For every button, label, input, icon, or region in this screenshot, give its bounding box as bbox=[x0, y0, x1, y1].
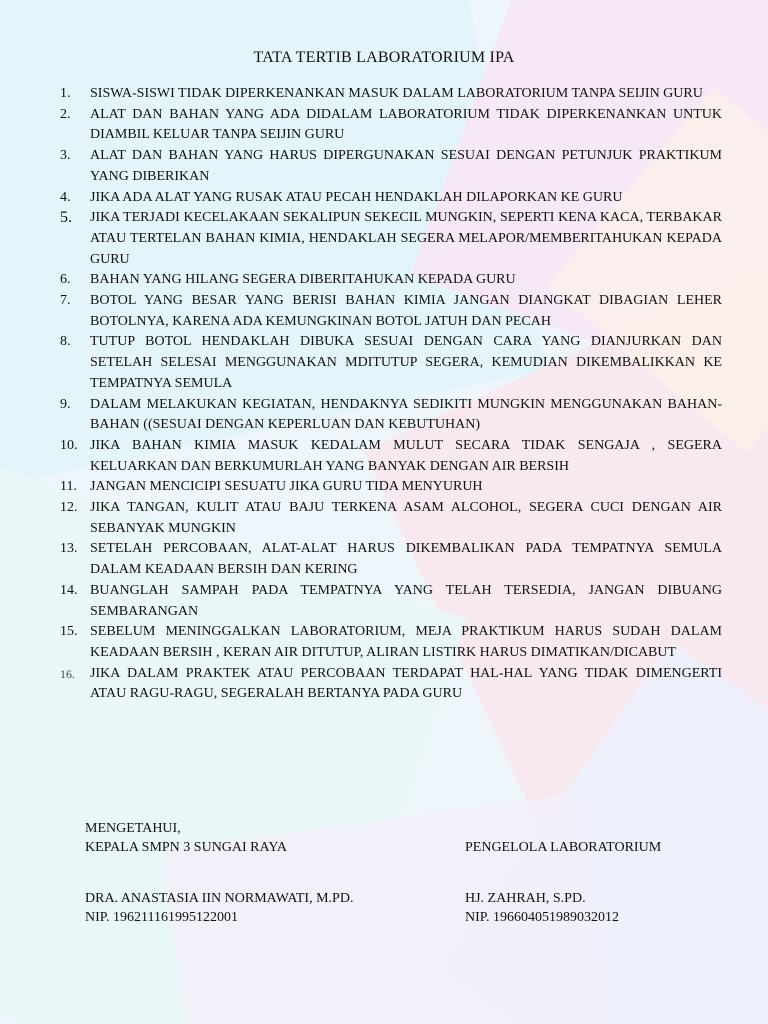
rule-text: SISWA-SISWI TIDAK DIPERKENANKAN MASUK DALAM LABORATORIUM TANPA SEIJIN GURU bbox=[90, 86, 703, 101]
acknowledged-label: MENGETAHUI, bbox=[85, 821, 181, 836]
rules-list bbox=[60, 84, 722, 705]
rule-text: JIKA TERJADI KECELAKAAN SEKALIPUN SEKECIL MUNGKIN, SEPERTI KENA KACA, TERBAKAR ATAU TERTELAN BAHAN KIMIA, HENDAKLAH SEGERA MELAPOR/MEMBERITAHUKAN KEPADA GURU bbox=[90, 210, 722, 267]
lab-manager-role: PENGELOLA LABORATORIUM bbox=[465, 840, 662, 855]
rule-item bbox=[60, 332, 722, 394]
rule-item bbox=[60, 622, 722, 663]
rule-text: SEBELUM MENINGGALKAN LABORATORIUM, MEJA PRAKTIKUM HARUS SUDAH DALAM KEADAAN BERSIH , KERAN AIR DITUTUP, ALIRAN LISTIRK HARUS DIMATIKAN/DICABUT bbox=[90, 624, 722, 660]
rule-number: 1. bbox=[60, 86, 71, 101]
rule-number: 15. bbox=[60, 624, 78, 640]
rule-item bbox=[60, 477, 722, 498]
rule-item bbox=[60, 105, 722, 146]
rule-item bbox=[60, 291, 722, 332]
principal-name: DRA. ANASTASIA IIN NORMAWATI, M.PD. bbox=[85, 891, 354, 906]
rule-text: JIKA BAHAN KIMIA MASUK KEDALAM MULUT SECARA TIDAK SENGAJA , SEGERA KELUARKAN DAN BERKUMURLAH YANG BANYAK DENGAN AIR BERSIH bbox=[90, 437, 722, 474]
rule-number: 4. bbox=[60, 189, 71, 205]
document-title: TATA TERTIB LABORATORIUM IPA bbox=[253, 49, 515, 66]
rule-text: BUANGLAH SAMPAH PADA TEMPATNYA YANG TELAH TERSEDIA, JANGAN DIBUANG SEMBARANGAN bbox=[90, 582, 722, 619]
rule-item bbox=[60, 84, 722, 105]
principal-nip: NIP. 196211161995122001 bbox=[85, 910, 238, 925]
rule-text: JIKA ADA ALAT YANG RUSAK ATAU PECAH HENDAKLAH DILAPORKAN KE GURU bbox=[90, 189, 623, 205]
rule-number: 5. bbox=[60, 209, 72, 227]
rule-item bbox=[60, 270, 722, 291]
rule-number: 2. bbox=[60, 106, 71, 122]
rule-number: 16. bbox=[60, 666, 75, 681]
rule-item bbox=[60, 539, 722, 580]
rule-text: JIKA DALAM PRAKTEK ATAU PERCOBAAN TERDAPAT HAL-HAL YANG TIDAK DIMENGERTI ATAU RAGU-RAGU, SEGERALAH BERTANYA PADA GURU bbox=[90, 665, 722, 702]
rule-text: JIKA TANGAN, KULIT ATAU BAJU TERKENA ASAM ALCOHOL, SEGERA CUCI DENGAN AIR SEBANYAK MUNGKIN bbox=[90, 500, 722, 536]
principal-role: KEPALA SMPN 3 SUNGAI RAYA bbox=[85, 840, 288, 855]
rule-number: 7. bbox=[60, 293, 71, 309]
lab-manager-nip: NIP. 196604051989032012 bbox=[465, 910, 620, 925]
rule-text: ALAT DAN BAHAN YANG ADA DIDALAM LABORATORIUM TIDAK DIPERKENANKAN UNTUK DIAMBIL KELUAR TANPA SEIJIN GURU bbox=[90, 106, 722, 143]
rule-number: 12. bbox=[60, 500, 78, 516]
rule-text: ALAT DAN BAHAN YANG HARUS DIPERGUNAKAN SESUAI DENGAN PETUNJUK PRAKTIKUM YANG DIBERIKAN bbox=[90, 148, 722, 184]
rule-item bbox=[60, 208, 722, 270]
rule-item bbox=[60, 146, 722, 187]
signature-block-left bbox=[85, 819, 353, 927]
signature-block-right bbox=[465, 838, 661, 927]
rule-number: 14. bbox=[60, 582, 78, 598]
rule-item bbox=[60, 498, 722, 539]
rule-text: TUTUP BOTOL HENDAKLAH DIBUKA SESUAI DENGAN CARA YANG DIANJURKAN DAN SETELAH SELESAI MENGGUNAKAN MDITUTUP SEGERA, KEMUDIAN DIKEMBALIKKAN KE TEMPATNYA SEMULA bbox=[90, 334, 722, 391]
rule-number: 6. bbox=[60, 272, 71, 288]
rule-number: 11. bbox=[60, 479, 77, 495]
rule-number: 3. bbox=[60, 148, 71, 164]
rule-text: DALAM MELAKUKAN KEGIATAN, HENDAKNYA SEDIKITI MUNGKIN MENGGUNAKAN BAHAN-BAHAN ((SESUAI DENGAN KEPERLUAN DAN KEBUTUHAN) bbox=[90, 396, 722, 433]
rule-item bbox=[60, 664, 722, 705]
rule-text: JANGAN MENCICIPI SESUATU JIKA GURU TIDA MENYURUH bbox=[90, 479, 483, 495]
rule-item bbox=[60, 395, 722, 436]
rule-text: BOTOL YANG BESAR YANG BERISI BAHAN KIMIA JANGAN DIANGKAT DIBAGIAN LEHER BOTOLNYA, KARENA ADA KEMUNGKINAN BOTOL JATUH DAN PECAH bbox=[90, 293, 722, 329]
lab-manager-name: HJ. ZAHRAH, S.PD. bbox=[465, 891, 586, 906]
rule-text: BAHAN YANG HILANG SEGERA DIBERITAHUKAN KEPADA GURU bbox=[90, 272, 516, 288]
rule-number: 9. bbox=[60, 396, 71, 412]
rule-number: 13. bbox=[60, 541, 78, 557]
rule-number: 10. bbox=[60, 437, 78, 453]
rule-item bbox=[60, 581, 722, 622]
rule-number: 8. bbox=[60, 334, 71, 350]
rule-item bbox=[60, 436, 722, 477]
rule-item bbox=[60, 188, 722, 209]
rule-text: SETELAH PERCOBAAN, ALAT-ALAT HARUS DIKEMBALIKAN PADA TEMPATNYA SEMULA DALAM KEADAAN BERSIH DAN KERING bbox=[90, 541, 722, 578]
